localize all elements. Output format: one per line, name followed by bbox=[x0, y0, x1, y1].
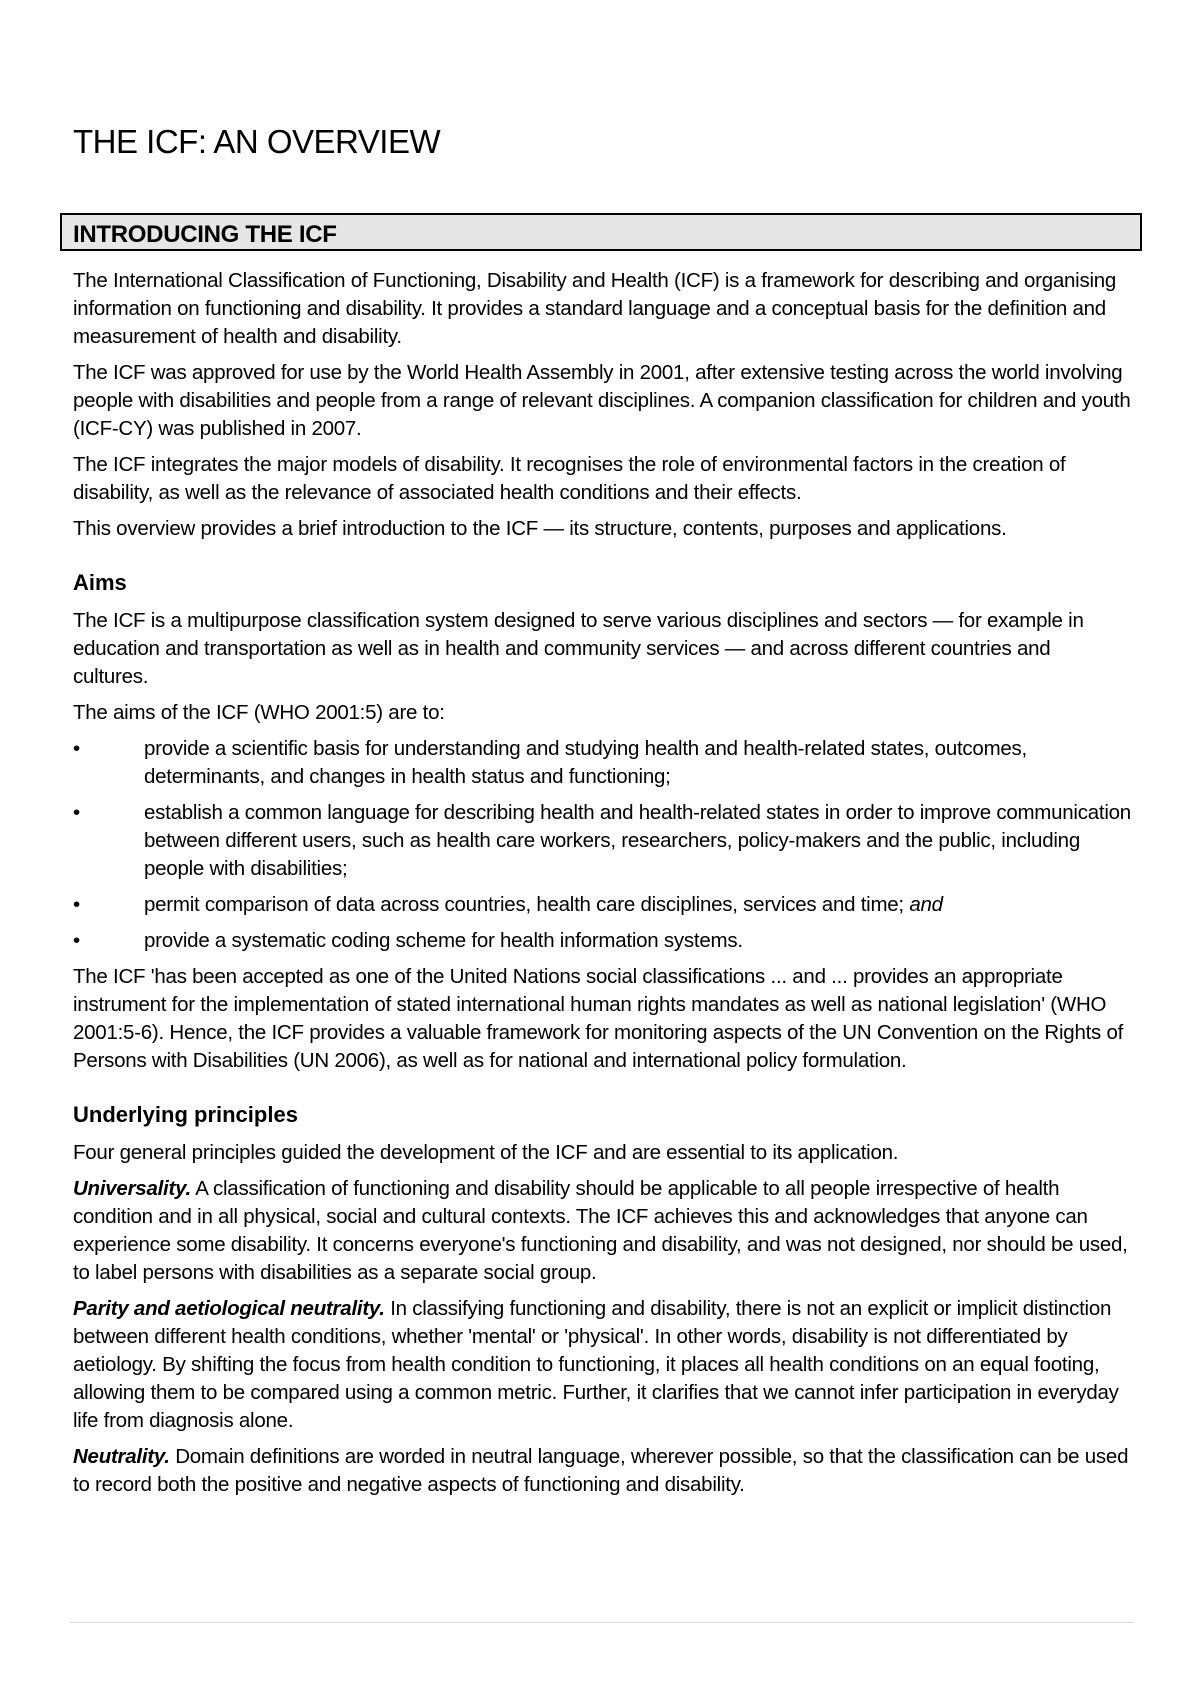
aims-paragraph-3: The ICF 'has been accepted as one of the United Nations social classifications ... and ... provides an appropriate instrument for the implementation of stated international human rights mandates as well as national legislation' (WHO 2001:5-6). Hence, the ICF provides a valuable framework for monitoring aspects of the UN Convention on the Rights of Persons with Disabilities (UN 2006), as well as for national and international policy formulation. bbox=[73, 965, 1124, 1072]
bullet-icon: • bbox=[73, 737, 80, 760]
aims-paragraph-2: The aims of the ICF (WHO 2001:5) are to: bbox=[73, 701, 445, 724]
section-header-box bbox=[60, 213, 1142, 251]
principles-heading: Underlying principles bbox=[73, 1102, 298, 1127]
principle-universality bbox=[73, 1175, 1131, 1287]
principles-intro: Four general principles guided the development of the ICF and are essential to its application. bbox=[73, 1141, 899, 1164]
list-item-text: establish a common language for describing health and health-related states in order to improve communication between different users, such as health care workers, researchers, policy-makers and the public, including people with disabilities; bbox=[144, 801, 1131, 880]
intro-paragraph-4: This overview provides a brief introduction to the ICF — its structure, contents, purposes and applications. bbox=[73, 517, 1007, 540]
list-item bbox=[73, 927, 1131, 955]
aims-heading: Aims bbox=[73, 570, 127, 595]
principle-term: Neutrality. bbox=[73, 1445, 170, 1468]
section-heading: INTRODUCING THE ICF bbox=[73, 221, 337, 248]
principle-text: Domain definitions are worded in neutral language, wherever possible, so that the classification can be used to record both the positive and negative aspects of functioning and disability. bbox=[73, 1445, 1129, 1496]
principle-neutrality bbox=[73, 1443, 1131, 1499]
principle-term: Universality. bbox=[73, 1177, 191, 1200]
document-body bbox=[73, 267, 1131, 1507]
list-item bbox=[73, 799, 1131, 883]
page-title: THE ICF: AN OVERVIEW bbox=[73, 123, 441, 160]
list-item-text: provide a scientific basis for understanding and studying health and health-related states, outcomes, determinants, and changes in health status and functioning; bbox=[144, 737, 1027, 788]
aims-paragraph-1: The ICF is a multipurpose classification system designed to serve various disciplines and sectors — for example in education and transportation as well as in health and community services — and across different countries and cultures. bbox=[73, 609, 1084, 688]
intro-paragraph-1: The International Classification of Functioning, Disability and Health (ICF) is a framework for describing and organising information on functioning and disability. It provides a standard language and a conceptual basis for the definition and measurement of health and disability. bbox=[73, 269, 1117, 348]
list-item-suffix: and bbox=[909, 893, 943, 916]
intro-paragraph-3: The ICF integrates the major models of disability. It recognises the role of environmental factors in the creation of disability, as well as the relevance of associated health conditions and their effects. bbox=[73, 453, 1066, 504]
list-item bbox=[73, 891, 1131, 919]
bullet-icon: • bbox=[73, 893, 80, 916]
list-item-text: provide a systematic coding scheme for health information systems. bbox=[144, 929, 743, 952]
principle-text: In classifying functioning and disability, there is not an explicit or implicit distinction between different health conditions, whether 'mental' or 'physical'. In other words, disability is not differentiated by aetiology. By shifting the focus from health condition to functioning, it places all health conditions on an equal footing, allowing them to be compared using a common metric. Further, it clarifies that we cannot infer participation in everyday life from diagnosis alone. bbox=[73, 1297, 1119, 1432]
list-item bbox=[73, 735, 1131, 791]
aims-list bbox=[73, 735, 1131, 955]
footer-divider bbox=[70, 1622, 1134, 1623]
list-item-text: permit comparison of data across countries, health care disciplines, services and time; bbox=[144, 893, 904, 916]
bullet-icon: • bbox=[73, 929, 80, 952]
bullet-icon: • bbox=[73, 801, 80, 824]
principle-term: Parity and aetiological neutrality. bbox=[73, 1297, 385, 1320]
intro-paragraph-2: The ICF was approved for use by the World Health Assembly in 2001, after extensive testing across the world involving people with disabilities and people from a range of relevant disciplines. A companion classification for children and youth (ICF-CY) was published in 2007. bbox=[73, 361, 1131, 440]
principle-parity bbox=[73, 1295, 1131, 1435]
principle-text: A classification of functioning and disability should be applicable to all people irrespective of health condition and in all physical, social and cultural contexts. The ICF achieves this and acknowledges that anyone can experience some disability. It concerns everyone's functioning and disability, and was not designed, nor should be used, to label persons with disabilities as a separate social group. bbox=[73, 1177, 1128, 1284]
